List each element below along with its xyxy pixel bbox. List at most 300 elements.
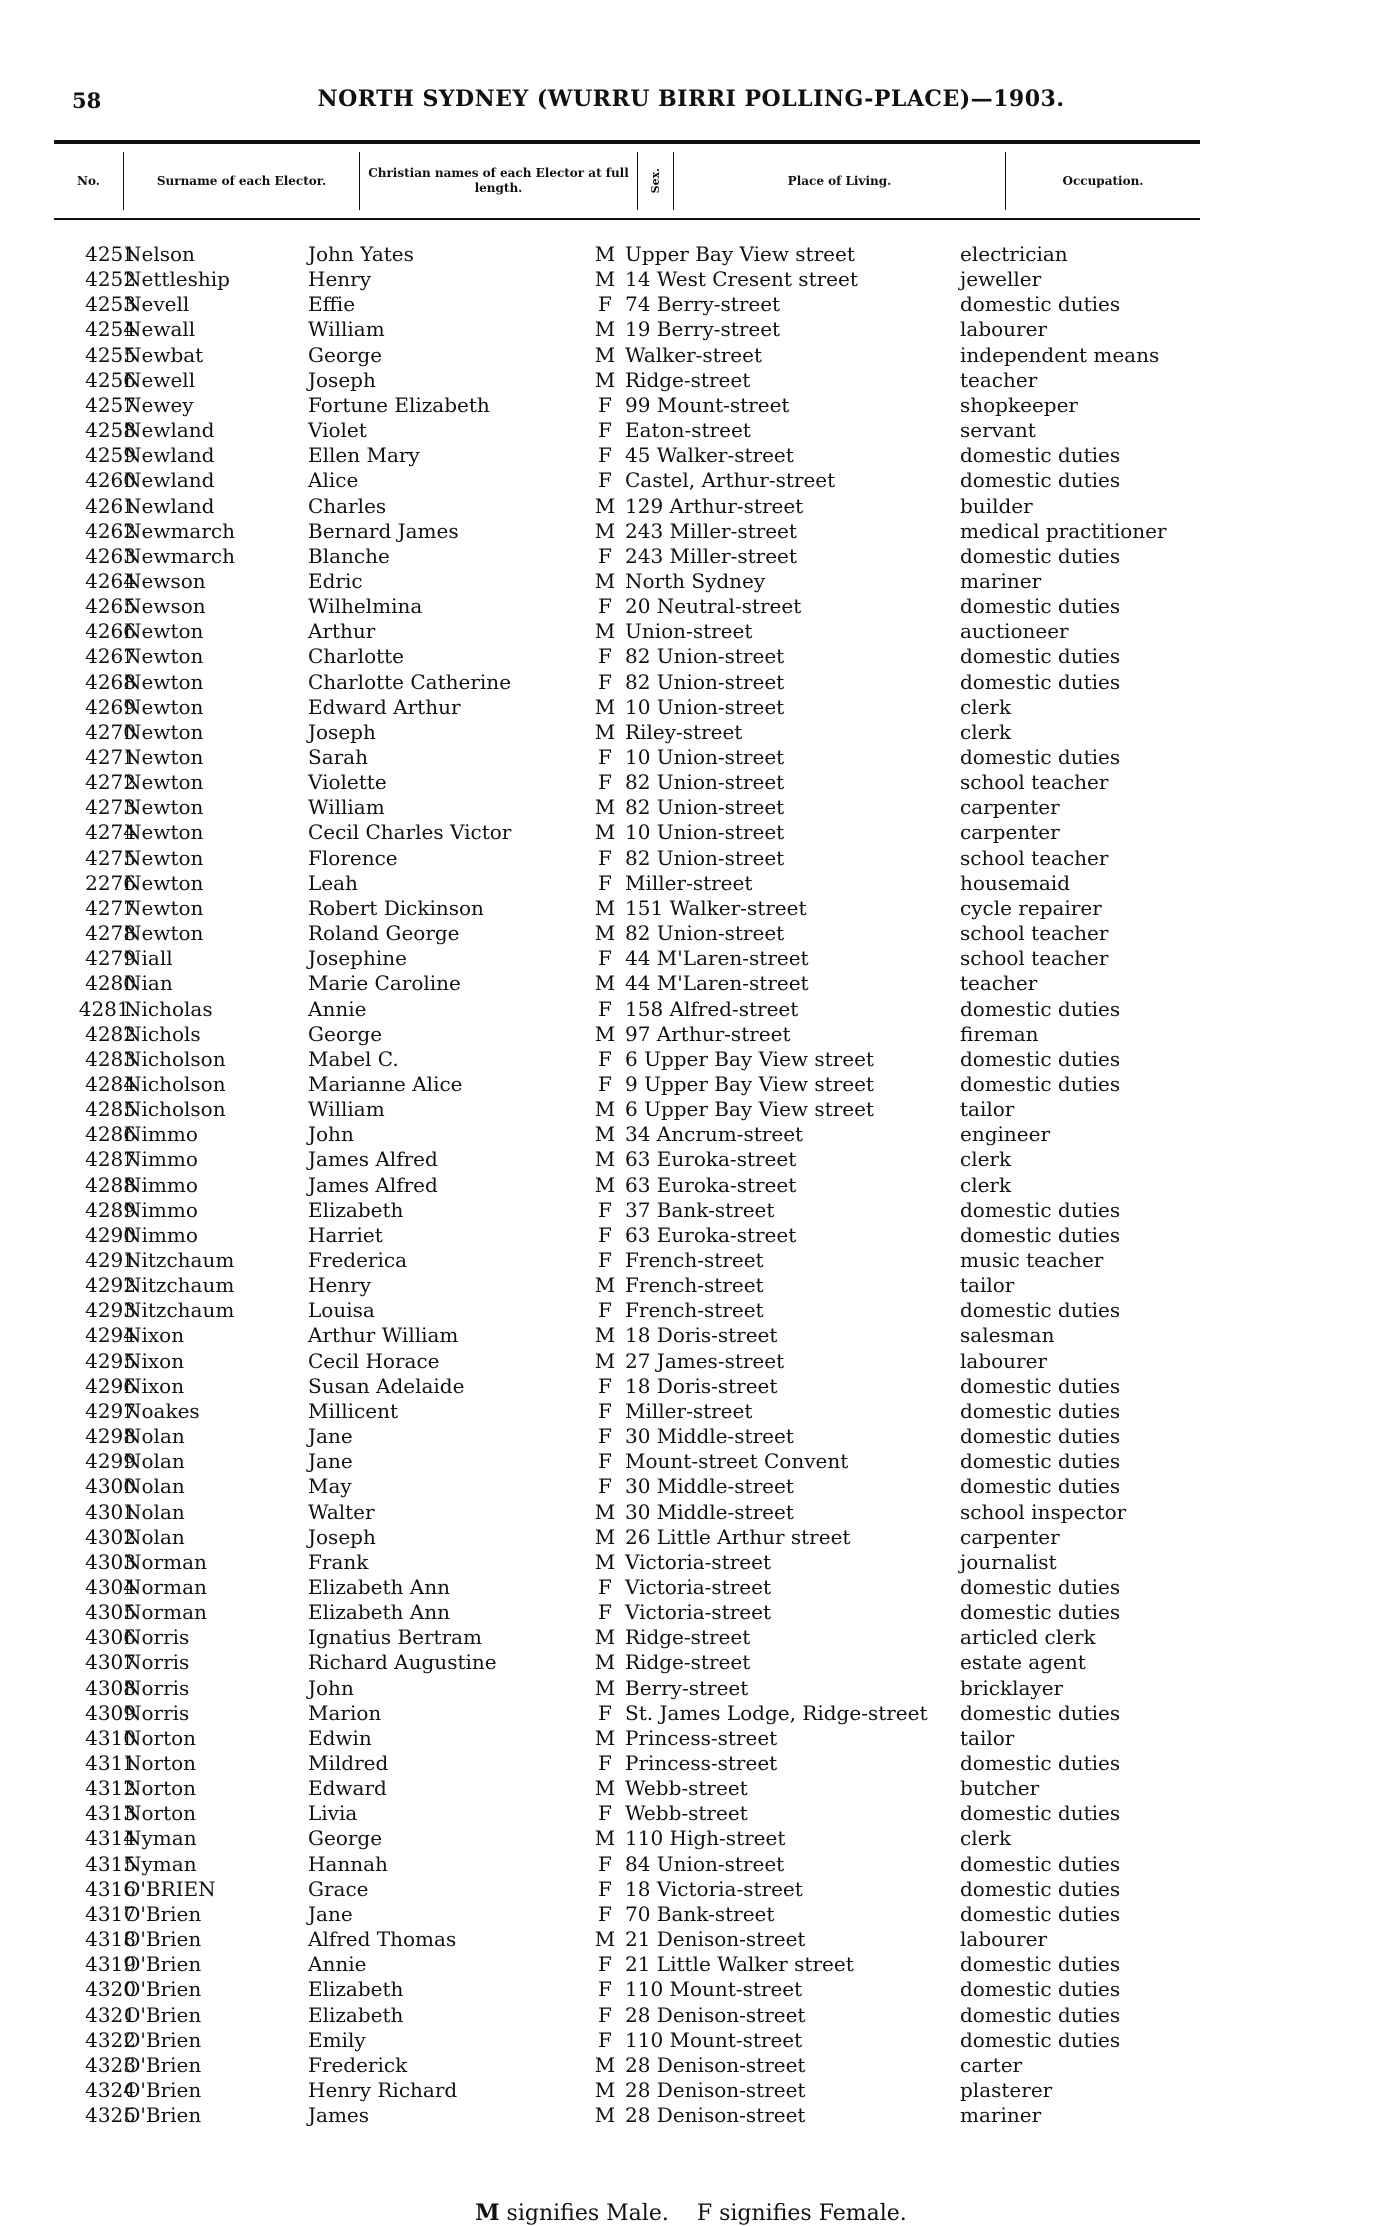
elector-sex: F bbox=[598, 1901, 612, 1926]
elector-christian-names: James bbox=[308, 2103, 370, 2128]
elector-sex: F bbox=[598, 770, 612, 795]
elector-surname: Newton bbox=[124, 820, 204, 845]
elector-number: 4285 bbox=[85, 1097, 136, 1122]
elector-place: 44 M'Laren-street bbox=[625, 971, 809, 996]
elector-christian-names: Annie bbox=[308, 996, 367, 1021]
elector-surname: Newton bbox=[124, 845, 204, 870]
elector-occupation: domestic duties bbox=[960, 1298, 1121, 1323]
elector-sex: M bbox=[594, 1625, 616, 1650]
elector-occupation: school teacher bbox=[960, 770, 1109, 795]
elector-number: 4287 bbox=[85, 1147, 136, 1172]
elector-place: 243 Miller-street bbox=[625, 518, 797, 543]
elector-number: 4297 bbox=[85, 1398, 136, 1423]
elector-sex: F bbox=[598, 2002, 612, 2027]
elector-occupation: carter bbox=[960, 2052, 1023, 2077]
elector-place: Union-street bbox=[625, 619, 753, 644]
table-row bbox=[0, 820, 1382, 845]
elector-number: 4277 bbox=[85, 895, 136, 920]
elector-sex: M bbox=[594, 1021, 616, 1046]
elector-occupation: domestic duties bbox=[960, 543, 1121, 568]
elector-sex: F bbox=[598, 644, 612, 669]
elector-place: Castel, Arthur-street bbox=[625, 468, 836, 493]
table-row bbox=[0, 267, 1382, 292]
table-row bbox=[0, 1726, 1382, 1751]
elector-occupation: domestic duties bbox=[960, 468, 1121, 493]
elector-place: 44 M'Laren-street bbox=[625, 946, 809, 971]
elector-sex: F bbox=[598, 392, 612, 417]
elector-occupation: cycle repairer bbox=[960, 895, 1102, 920]
table-row bbox=[0, 1198, 1382, 1223]
table-row bbox=[0, 795, 1382, 820]
elector-christian-names: William bbox=[308, 1097, 385, 1122]
elector-place: Berry-street bbox=[625, 1675, 749, 1700]
elector-place: 14 West Cresent street bbox=[625, 267, 858, 292]
elector-place: 30 Middle-street bbox=[625, 1424, 794, 1449]
elector-occupation: journalist bbox=[960, 1549, 1057, 1574]
elector-sex: M bbox=[594, 317, 616, 342]
elector-sex: M bbox=[594, 1172, 616, 1197]
elector-number: 4306 bbox=[85, 1625, 136, 1650]
table-row bbox=[0, 1022, 1382, 1047]
table-row bbox=[0, 1852, 1382, 1877]
elector-place: Upper Bay View street bbox=[625, 242, 855, 266]
elector-occupation: estate agent bbox=[960, 1650, 1086, 1675]
elector-sex: M bbox=[594, 568, 616, 593]
table-row bbox=[0, 2103, 1382, 2128]
elector-christian-names: Ellen Mary bbox=[308, 443, 420, 468]
elector-occupation: domestic duties bbox=[960, 669, 1121, 694]
elector-sex: F bbox=[598, 1298, 612, 1323]
elector-place: 129 Arthur-street bbox=[625, 493, 804, 518]
table-row bbox=[0, 971, 1382, 996]
elector-occupation: jeweller bbox=[960, 267, 1042, 292]
elector-christian-names: Violette bbox=[308, 770, 387, 795]
elector-occupation: teacher bbox=[960, 367, 1038, 392]
elector-surname: Norman bbox=[124, 1574, 207, 1599]
elector-sex: F bbox=[598, 1977, 612, 2002]
elector-number: 4310 bbox=[85, 1725, 136, 1750]
table-row bbox=[0, 1776, 1382, 1801]
elector-number: 4295 bbox=[85, 1348, 136, 1373]
elector-occupation: medical practitioner bbox=[960, 518, 1167, 543]
elector-sex: F bbox=[598, 1197, 612, 1222]
elector-surname: Norman bbox=[124, 1549, 207, 1574]
header-no: No. bbox=[54, 152, 124, 210]
elector-surname: Newton bbox=[124, 770, 204, 795]
elector-surname: Newton bbox=[124, 644, 204, 669]
elector-sex: M bbox=[594, 1348, 616, 1373]
table-row bbox=[0, 745, 1382, 770]
elector-surname: O'Brien bbox=[124, 2103, 202, 2128]
elector-place: 158 Alfred-street bbox=[625, 996, 799, 1021]
elector-place: 28 Denison-street bbox=[625, 2103, 806, 2128]
table-row bbox=[0, 2078, 1382, 2103]
elector-sex: M bbox=[594, 493, 616, 518]
elector-place: French-street bbox=[625, 1273, 764, 1298]
footer-legend bbox=[0, 2200, 1382, 2226]
elector-number: 4255 bbox=[85, 342, 136, 367]
table-row bbox=[0, 494, 1382, 519]
elector-sex: F bbox=[598, 1046, 612, 1071]
elector-surname: Newton bbox=[124, 719, 204, 744]
table-row bbox=[0, 569, 1382, 594]
elector-christian-names: Henry bbox=[308, 1273, 372, 1298]
elector-occupation: domestic duties bbox=[960, 1398, 1121, 1423]
elector-number: 4290 bbox=[85, 1222, 136, 1247]
elector-number: 4291 bbox=[85, 1248, 136, 1272]
elector-place: 110 Mount-street bbox=[625, 1977, 803, 2002]
elector-place: 82 Union-street bbox=[625, 921, 785, 946]
elector-surname: Nelson bbox=[124, 242, 195, 266]
elector-sex: F bbox=[598, 946, 612, 971]
header-christian-names: Christian names of each Elector at full length. bbox=[360, 152, 638, 210]
elector-christian-names: Elizabeth Ann bbox=[308, 1574, 450, 1599]
header-occupation: Occupation. bbox=[1062, 173, 1144, 188]
elector-christian-names: Robert Dickinson bbox=[308, 895, 484, 920]
elector-surname: Nolan bbox=[124, 1524, 185, 1549]
elector-surname: Nicholas bbox=[124, 996, 213, 1021]
elector-number: 4302 bbox=[85, 1524, 136, 1549]
elector-occupation: labourer bbox=[960, 1927, 1048, 1952]
footer-f: F bbox=[696, 2201, 713, 2226]
elector-place: 19 Berry-street bbox=[625, 317, 781, 342]
elector-number: 4311 bbox=[85, 1751, 136, 1775]
elector-number: 4321 bbox=[85, 2002, 136, 2027]
elector-surname: Newson bbox=[124, 594, 206, 619]
elector-surname: Newland bbox=[124, 418, 215, 443]
elector-place: 82 Union-street bbox=[625, 795, 785, 820]
elector-surname: Nimmo bbox=[124, 1222, 198, 1247]
elector-sex: F bbox=[598, 669, 612, 694]
elector-number: 4252 bbox=[85, 267, 136, 292]
elector-surname: O'Brien bbox=[124, 1927, 202, 1952]
elector-surname: Newton bbox=[124, 870, 204, 895]
elector-sex: M bbox=[594, 719, 616, 744]
table-row bbox=[0, 1374, 1382, 1399]
elector-sex: F bbox=[598, 1071, 612, 1096]
elector-place: 82 Union-street bbox=[625, 644, 785, 669]
elector-sex: F bbox=[598, 1248, 612, 1272]
elector-number: 4268 bbox=[85, 669, 136, 694]
elector-sex: M bbox=[594, 2077, 616, 2102]
table-row bbox=[0, 2028, 1382, 2053]
elector-christian-names: James Alfred bbox=[308, 1172, 438, 1197]
elector-occupation: school teacher bbox=[960, 921, 1109, 946]
elector-place: 82 Union-street bbox=[625, 669, 785, 694]
elector-occupation: domestic duties bbox=[960, 996, 1121, 1021]
elector-place: 82 Union-street bbox=[625, 770, 785, 795]
elector-number: 4253 bbox=[85, 292, 136, 317]
elector-sex: F bbox=[598, 543, 612, 568]
elector-sex: M bbox=[594, 1147, 616, 1172]
elector-place: 30 Middle-street bbox=[625, 1474, 794, 1499]
elector-christian-names: Florence bbox=[308, 845, 398, 870]
elector-occupation: music teacher bbox=[960, 1248, 1104, 1272]
elector-christian-names: Sarah bbox=[308, 745, 368, 769]
page-title: NORTH SYDNEY (WURRU BIRRI POLLING-PLACE)—1903. bbox=[317, 86, 1065, 112]
elector-surname: Nevell bbox=[124, 292, 190, 317]
table-row bbox=[0, 1474, 1382, 1499]
elector-christian-names: Elizabeth bbox=[308, 1977, 404, 2002]
elector-place: 10 Union-street bbox=[625, 694, 785, 719]
elector-surname: Norris bbox=[124, 1675, 190, 1700]
elector-sex: F bbox=[598, 1398, 612, 1423]
elector-sex: M bbox=[594, 895, 616, 920]
elector-number: 4298 bbox=[85, 1424, 136, 1449]
elector-surname: O'Brien bbox=[124, 2077, 202, 2102]
elector-number: 4307 bbox=[85, 1650, 136, 1675]
elector-surname: Newton bbox=[124, 745, 204, 769]
elector-number: 4283 bbox=[85, 1046, 136, 1071]
elector-number: 4317 bbox=[85, 1901, 136, 1926]
table-row bbox=[0, 1952, 1382, 1977]
table-row bbox=[0, 292, 1382, 317]
elector-occupation: domestic duties bbox=[960, 1977, 1121, 2002]
elector-christian-names: May bbox=[308, 1474, 352, 1499]
elector-occupation: domestic duties bbox=[960, 644, 1121, 669]
elector-surname: Newton bbox=[124, 669, 204, 694]
elector-christian-names: Jane bbox=[308, 1449, 353, 1474]
elector-occupation: fireman bbox=[960, 1021, 1039, 1046]
elector-place: Ridge-street bbox=[625, 1650, 751, 1675]
table-row bbox=[0, 393, 1382, 418]
elector-christian-names: Elizabeth Ann bbox=[308, 1600, 450, 1625]
elector-place: 18 Doris-street bbox=[625, 1373, 778, 1398]
elector-surname: Newland bbox=[124, 443, 215, 468]
elector-occupation: articled clerk bbox=[960, 1625, 1096, 1650]
elector-place: 28 Denison-street bbox=[625, 2077, 806, 2102]
elector-number: 4256 bbox=[85, 367, 136, 392]
elector-place: 21 Denison-street bbox=[625, 1927, 806, 1952]
elector-occupation: independent means bbox=[960, 342, 1160, 367]
elector-occupation: domestic duties bbox=[960, 1801, 1121, 1826]
elector-surname: Nolan bbox=[124, 1424, 185, 1449]
table-row bbox=[0, 1097, 1382, 1122]
elector-christian-names: Frederick bbox=[308, 2052, 408, 2077]
elector-place: North Sydney bbox=[625, 568, 766, 593]
elector-occupation: carpenter bbox=[960, 820, 1060, 845]
elector-number: 4282 bbox=[85, 1021, 136, 1046]
elector-sex: M bbox=[594, 971, 616, 996]
elector-number: 4324 bbox=[85, 2077, 136, 2102]
table-row bbox=[0, 468, 1382, 493]
elector-christian-names: Grace bbox=[308, 1876, 369, 1901]
table-row bbox=[0, 1122, 1382, 1147]
elector-sex: F bbox=[598, 1801, 612, 1826]
header-place: Place of Living. bbox=[674, 152, 1006, 210]
elector-number: 4304 bbox=[85, 1574, 136, 1599]
elector-number: 4284 bbox=[85, 1071, 136, 1096]
table-row bbox=[0, 1600, 1382, 1625]
elector-surname: Newton bbox=[124, 895, 204, 920]
elector-occupation: domestic duties bbox=[960, 1600, 1121, 1625]
elector-number: 4294 bbox=[85, 1323, 136, 1348]
elector-surname: Nimmo bbox=[124, 1172, 198, 1197]
elector-surname: Norris bbox=[124, 1700, 190, 1725]
elector-number: 4301 bbox=[85, 1499, 136, 1524]
elector-occupation: domestic duties bbox=[960, 745, 1121, 769]
elector-surname: Newbat bbox=[124, 342, 204, 367]
elector-number: 4266 bbox=[85, 619, 136, 644]
elector-surname: Newey bbox=[124, 392, 194, 417]
elector-surname: O'BRIEN bbox=[124, 1876, 216, 1901]
table-header bbox=[54, 140, 1200, 220]
elector-number: 4260 bbox=[85, 468, 136, 493]
elector-surname: Newell bbox=[124, 367, 196, 392]
elector-number: 4323 bbox=[85, 2052, 136, 2077]
elector-christian-names: Susan Adelaide bbox=[308, 1373, 465, 1398]
elector-christian-names: Leah bbox=[308, 870, 358, 895]
elector-place: 9 Upper Bay View street bbox=[625, 1071, 874, 1096]
elector-occupation: domestic duties bbox=[960, 1197, 1121, 1222]
elector-christian-names: Elizabeth bbox=[308, 1197, 404, 1222]
elector-occupation: domestic duties bbox=[960, 1901, 1121, 1926]
elector-place: Webb-street bbox=[625, 1801, 748, 1826]
header-sex-label: Sex. bbox=[649, 168, 662, 194]
elector-place: 6 Upper Bay View street bbox=[625, 1046, 874, 1071]
table-row bbox=[0, 644, 1382, 669]
table-row bbox=[0, 368, 1382, 393]
elector-christian-names: James Alfred bbox=[308, 1147, 438, 1172]
elector-surname: Newmarch bbox=[124, 543, 235, 568]
elector-christian-names: Edward bbox=[308, 1776, 387, 1801]
elector-christian-names: Edward Arthur bbox=[308, 694, 461, 719]
table-row bbox=[0, 1424, 1382, 1449]
elector-number: 4271 bbox=[85, 745, 136, 769]
elector-sex: F bbox=[598, 418, 612, 443]
elector-christian-names: Violet bbox=[308, 418, 367, 443]
elector-place: Victoria-street bbox=[625, 1574, 771, 1599]
elector-surname: Nian bbox=[124, 971, 173, 996]
elector-occupation: clerk bbox=[960, 1147, 1012, 1172]
elector-christian-names: Millicent bbox=[308, 1398, 399, 1423]
elector-place: 37 Bank-street bbox=[625, 1197, 775, 1222]
elector-christian-names: Frank bbox=[308, 1549, 369, 1574]
elector-surname: Newton bbox=[124, 619, 204, 644]
table-row bbox=[0, 946, 1382, 971]
elector-christian-names: William bbox=[308, 795, 385, 820]
elector-surname: Newton bbox=[124, 921, 204, 946]
elector-surname: Nettleship bbox=[124, 267, 230, 292]
elector-occupation: school teacher bbox=[960, 845, 1109, 870]
table-row bbox=[0, 1650, 1382, 1675]
elector-sex: M bbox=[594, 342, 616, 367]
elector-sex: M bbox=[594, 1826, 616, 1851]
elector-sex: M bbox=[594, 1097, 616, 1122]
header-surname: Surname of each Elector. bbox=[124, 152, 360, 210]
elector-christian-names: Mildred bbox=[308, 1751, 389, 1775]
elector-surname: Newland bbox=[124, 493, 215, 518]
elector-place: 63 Euroka-street bbox=[625, 1172, 797, 1197]
elector-number: 4316 bbox=[85, 1876, 136, 1901]
elector-occupation: clerk bbox=[960, 694, 1012, 719]
elector-place: Princess-street bbox=[625, 1751, 778, 1775]
table-row bbox=[0, 317, 1382, 342]
elector-number: 4314 bbox=[85, 1826, 136, 1851]
elector-sex: F bbox=[598, 745, 612, 769]
elector-number: 4308 bbox=[85, 1675, 136, 1700]
elector-number: 4275 bbox=[85, 845, 136, 870]
elector-sex: M bbox=[594, 820, 616, 845]
elector-christian-names: Cecil Horace bbox=[308, 1348, 440, 1373]
elector-surname: O'Brien bbox=[124, 1977, 202, 2002]
table-row bbox=[0, 1550, 1382, 1575]
elector-surname: Noakes bbox=[124, 1398, 200, 1423]
elector-surname: Nicholson bbox=[124, 1097, 226, 1122]
table-row bbox=[0, 242, 1382, 267]
elector-surname: Nixon bbox=[124, 1373, 185, 1398]
table-row bbox=[0, 1323, 1382, 1348]
elector-sex: M bbox=[594, 2052, 616, 2077]
table-row bbox=[0, 1147, 1382, 1172]
elector-sex: M bbox=[594, 242, 616, 266]
elector-number: 4258 bbox=[85, 418, 136, 443]
elector-christian-names: Roland George bbox=[308, 921, 460, 946]
elector-occupation: tailor bbox=[960, 1273, 1015, 1298]
elector-christian-names: Marion bbox=[308, 1700, 382, 1725]
elector-place: 20 Neutral-street bbox=[625, 594, 802, 619]
elector-place: Victoria-street bbox=[625, 1600, 771, 1625]
elector-surname: Nixon bbox=[124, 1323, 185, 1348]
elector-sex: M bbox=[594, 1273, 616, 1298]
elector-surname: Nimmo bbox=[124, 1122, 198, 1147]
table-row bbox=[0, 1902, 1382, 1927]
elector-surname: Newall bbox=[124, 317, 196, 342]
elector-sex: F bbox=[598, 1600, 612, 1625]
elector-place: Miller-street bbox=[625, 1398, 753, 1423]
elector-number: 4281. bbox=[78, 996, 136, 1021]
elector-number: 4289 bbox=[85, 1197, 136, 1222]
footer-m-text: signifies Male. bbox=[506, 2201, 669, 2226]
elector-number: 4263 bbox=[85, 543, 136, 568]
table-row bbox=[0, 1449, 1382, 1474]
elector-christian-names: Marianne Alice bbox=[308, 1071, 463, 1096]
elector-place: Walker-street bbox=[625, 342, 762, 367]
elector-number: 4305 bbox=[85, 1600, 136, 1625]
elector-place: Webb-street bbox=[625, 1776, 748, 1801]
elector-place: 84 Union-street bbox=[625, 1851, 785, 1876]
elector-occupation: carpenter bbox=[960, 795, 1060, 820]
table-row bbox=[0, 1826, 1382, 1851]
elector-surname: Norton bbox=[124, 1751, 197, 1775]
elector-christian-names: Alfred Thomas bbox=[308, 1927, 457, 1952]
elector-number: 4267 bbox=[85, 644, 136, 669]
elector-number: 4296 bbox=[85, 1373, 136, 1398]
elector-occupation: carpenter bbox=[960, 1524, 1060, 1549]
elector-occupation: domestic duties bbox=[960, 594, 1121, 619]
elector-surname: Niall bbox=[124, 946, 173, 971]
elector-occupation: builder bbox=[960, 493, 1033, 518]
elector-number: 4272 bbox=[85, 770, 136, 795]
elector-number: 4270 bbox=[85, 719, 136, 744]
elector-surname: O'Brien bbox=[124, 2052, 202, 2077]
elector-surname: O'Brien bbox=[124, 2027, 202, 2052]
elector-number: 4257 bbox=[85, 392, 136, 417]
elector-surname: Nixon bbox=[124, 1348, 185, 1373]
table-row bbox=[0, 1173, 1382, 1198]
elector-christian-names: Henry Richard bbox=[308, 2077, 458, 2102]
elector-christian-names: John bbox=[308, 1122, 354, 1147]
table-row bbox=[0, 2053, 1382, 2078]
elector-place: 26 Little Arthur street bbox=[625, 1524, 851, 1549]
table-row bbox=[0, 1676, 1382, 1701]
elector-surname: O'Brien bbox=[124, 1952, 202, 1977]
elector-sex: F bbox=[598, 845, 612, 870]
elector-sex: M bbox=[594, 518, 616, 543]
elector-christian-names: Mabel C. bbox=[308, 1046, 399, 1071]
elector-place: 18 Victoria-street bbox=[625, 1876, 803, 1901]
elector-occupation: domestic duties bbox=[960, 2002, 1121, 2027]
